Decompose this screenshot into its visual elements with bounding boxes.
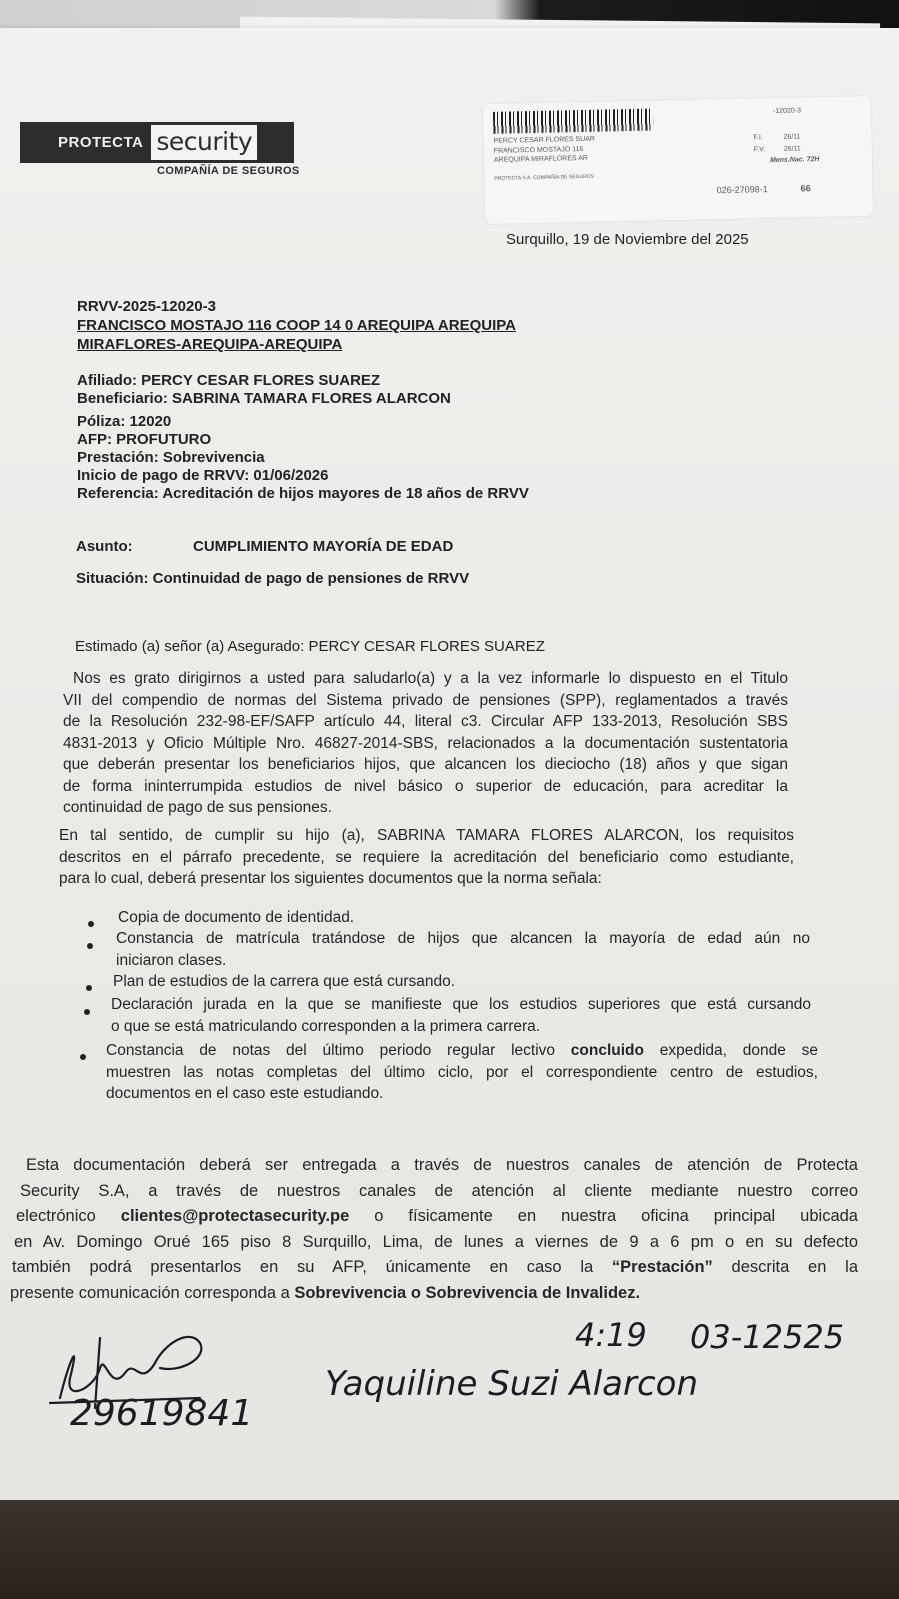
reception-stamp xyxy=(483,96,873,224)
bullet-text: Constancia de notas del último periodo regular lectivo xyxy=(106,1042,571,1059)
handwritten-name: Yaquiline Suzi Alarcon xyxy=(325,1364,699,1404)
paragraph-2-line: descritos en el párrafo precedente, se requiere la acreditación del beneficiario como estudiante, xyxy=(59,848,794,866)
bullet-icon xyxy=(80,1054,86,1060)
letter-date: Surquillo, 19 de Noviembre del 2025 xyxy=(506,231,749,248)
bullet-item-2 xyxy=(116,928,810,971)
address-line-1: FRANCISCO MOSTAJO 116 COOP 14 0 AREQUIPA AREQUIPA xyxy=(77,317,516,334)
paragraph-2-line: para lo cual, deberá presentar los siguientes documentos que la norma señala: xyxy=(59,870,602,887)
stamp-fv-value: 26/11 xyxy=(783,145,801,153)
logo-word: PROTECTA xyxy=(58,134,144,151)
paragraph-1-line: 4831-2013 y Oficio Múltiple Nro. 46827-2014-SBS, relacionados a la documentación sustentatoria xyxy=(63,734,788,752)
detail-referencia: Referencia: Acreditación de hijos mayores de 18 años de RRVV xyxy=(77,485,529,502)
stamp-mens: Mens.Nac. 72H xyxy=(769,156,820,165)
bullet-line: documentos en el caso este estudiando. xyxy=(106,1085,384,1102)
bullet-icon xyxy=(84,1009,90,1015)
asunto-label: Asunto: xyxy=(76,538,133,555)
address-line-2: MIRAFLORES-AREQUIPA-AREQUIPA xyxy=(77,336,343,353)
stamp-address-2: AREQUIPA MIRAFLORES AR xyxy=(493,154,589,164)
bullet-icon xyxy=(88,921,94,927)
handwritten-time: 4:19 xyxy=(575,1316,647,1354)
handwritten-dni: 29619841 xyxy=(70,1393,254,1434)
stamp-number: 66 xyxy=(800,183,811,194)
paragraph-3-text: presente comunicación corresponda a xyxy=(10,1283,295,1302)
paragraph-1-line: de forma ininterrumpida estudios de nivel básico o superior de educación, para acreditar la xyxy=(63,777,788,795)
detail-afiliado: Afiliado: PERCY CESAR FLORES SUAREZ xyxy=(77,372,381,389)
stamp-code: 026-27098-1 xyxy=(716,184,768,196)
paragraph-3-text: descrita en la xyxy=(712,1258,858,1276)
paragraph-3-line xyxy=(10,1255,858,1281)
paragraph-1-line: VII del compendio de normas del Sistema privado de pensiones (SPP), reglamentados a través xyxy=(63,691,788,709)
bullet-item-4 xyxy=(111,994,811,1037)
detail-poliza: Póliza: 12020 xyxy=(77,413,172,430)
paragraph-3-line: Esta documentación deberá ser entregada a través de nuestros canales de atención de Protecta xyxy=(26,1156,858,1174)
bullet-line: Declaración jurada en la que se manifieste que los estudios superiores que está cursando xyxy=(111,996,811,1013)
bullet-line: Copia de documento de identidad. xyxy=(118,909,355,926)
barcode-icon xyxy=(493,109,653,134)
background-table xyxy=(0,1500,899,1599)
detail-beneficiario: Beneficiario: SABRINA TAMARA FLORES ALARCON xyxy=(77,390,451,407)
reference-code: RRVV-2025-12020-3 xyxy=(77,298,216,315)
bullet-line xyxy=(106,1040,818,1062)
logo-security: security xyxy=(151,125,257,160)
stamp-name: PERCY CESAR FLORES SUAR xyxy=(493,135,596,145)
paragraph-1-line: que deberán presentar los beneficiarios hijos, que alcancen los dieciocho (18) años y que sigan xyxy=(63,756,788,773)
logo-subtitle: COMPAÑÍA DE SEGUROS xyxy=(157,165,300,177)
stamp-fi-label: F.I. xyxy=(753,134,763,142)
contact-email: clientes@protectasecurity.pe xyxy=(120,1207,350,1225)
bullet-line: iniciaron clases. xyxy=(116,951,227,969)
situacion: Situación: Continuidad de pago de pensiones de RRVV xyxy=(76,570,470,587)
paragraph-3-line: en Av. Domingo Orué 165 piso 8 Surquillo, Lima, de lunes a viernes de 9 a 6 pm o en su defecto xyxy=(14,1232,858,1251)
paragraph-1-line: continuidad de pago de sus pensiones. xyxy=(63,799,332,816)
asunto-value: CUMPLIMIENTO MAYORÍA DE EDAD xyxy=(193,538,454,555)
bullet-bold-word: concluido xyxy=(570,1042,644,1059)
detail-afp: AFP: PROFUTURO xyxy=(77,431,212,448)
sobrevivencia-text: Sobrevivencia o Sobrevivencia de Invalidez. xyxy=(294,1283,641,1302)
handwritten-date: 03-12525 xyxy=(690,1318,845,1356)
bullet-icon xyxy=(86,985,92,991)
stamp-ref: -12020-3 xyxy=(772,107,802,115)
paragraph-3-line: Security S.A, a través de nuestros canales de atención al cliente mediante nuestro correo xyxy=(20,1181,858,1200)
paragraph-1-line: de la Resolución 232-98-EF/SAFP artículo 44, literal c3. Circular AFP 133-2013, Resolución SBS xyxy=(63,713,788,730)
prestacion-quote: “Prestación” xyxy=(611,1258,713,1276)
bullet-line: o que se está matriculando corresponden a la primera carrera. xyxy=(111,1017,541,1035)
stamp-fi-value: 26/11 xyxy=(783,133,801,141)
paragraph-1 xyxy=(63,668,788,819)
bullet-item-3 xyxy=(113,971,803,993)
paragraph-3-line xyxy=(10,1281,858,1307)
paragraph-3-text: o físicamente en nuestra oficina principal ubicada xyxy=(349,1207,858,1225)
paragraph-2 xyxy=(59,825,794,890)
detail-prestacion: Prestación: Sobrevivencia xyxy=(77,449,265,466)
letter-page xyxy=(0,28,899,1528)
greeting: Estimado (a) señor (a) Asegurado: PERCY CESAR FLORES SUAREZ xyxy=(75,638,545,655)
paragraph-1-line: Nos es grato dirigirnos a usted para saludarlo(a) y a la vez informarle lo dispuesto en el Titulo xyxy=(73,670,788,687)
bullet-line: muestren las notas completas del último ciclo, por el correspondiente centro de estudios, xyxy=(106,1063,818,1081)
stamp-address-1: FRANCISCO MOSTAJO 116 xyxy=(493,145,584,155)
bullet-item-5 xyxy=(106,1040,818,1105)
paragraph-3-line xyxy=(10,1204,858,1230)
paragraph-2-line: En tal sentido, de cumplir su hijo (a), SABRINA TAMARA FLORES ALARCON, los requisitos xyxy=(59,827,794,844)
paragraph-3 xyxy=(10,1153,858,1306)
bullet-text: expedida, donde se xyxy=(643,1042,818,1059)
stamp-company: PROTECTA S.A. COMPAÑÍA DE SEGUROS xyxy=(494,173,594,182)
paragraph-3-text: electrónico xyxy=(16,1207,121,1225)
detail-inicio-pago: Inicio de pago de RRVV: 01/06/2026 xyxy=(77,467,329,484)
bullet-line: Constancia de matrícula tratándose de hijos que alcancen la mayoría de edad aún no xyxy=(116,930,810,947)
company-logo xyxy=(20,122,294,163)
paragraph-3-text: también podrá presentarlos en su AFP, únicamente en caso la xyxy=(12,1258,612,1276)
bullet-icon xyxy=(87,943,93,949)
bullet-item-1 xyxy=(118,907,808,929)
bullet-line: Plan de estudios de la carrera que está cursando. xyxy=(113,973,456,990)
stamp-fv-label: F.V. xyxy=(753,146,766,154)
